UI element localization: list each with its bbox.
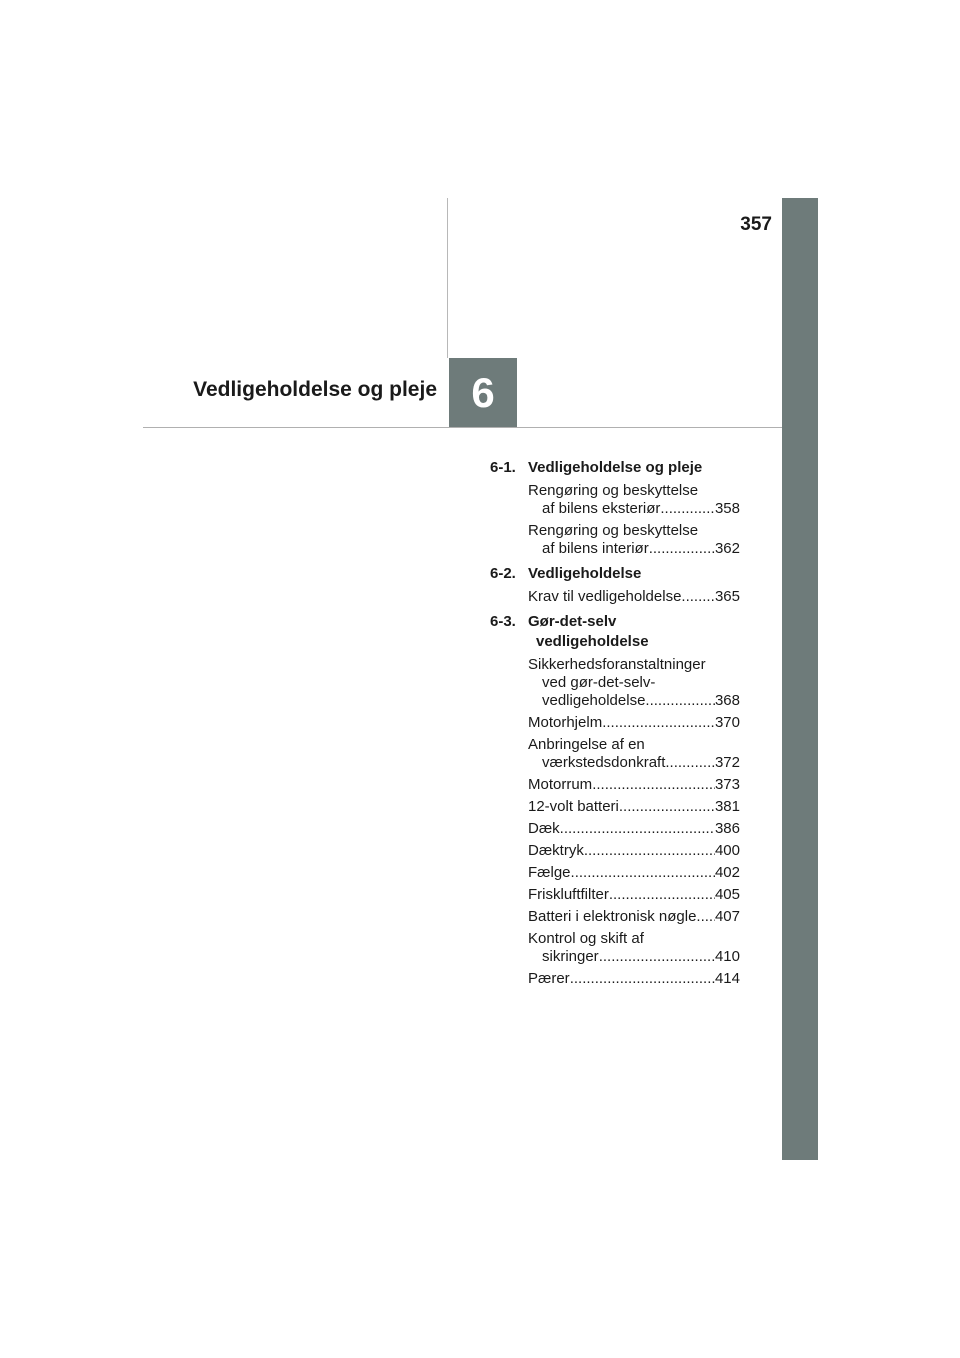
toc-entry-title: Friskluftfilter xyxy=(528,886,609,903)
toc-entry-page: 368 xyxy=(714,692,740,709)
dot-leader xyxy=(696,908,715,926)
toc-entry-title: Sikkerhedsforanstaltninger xyxy=(528,656,706,673)
toc-entry-page: 370 xyxy=(714,714,740,731)
toc-section-title: vedligeholdelse xyxy=(536,633,649,650)
toc-entry-title: Motorhjelm xyxy=(528,714,603,731)
toc-entry-title: Rengøring og beskyttelse xyxy=(528,522,699,539)
chapter-number-box: 6 xyxy=(449,358,517,427)
dot-leader xyxy=(649,540,715,558)
toc-entry-page: 400 xyxy=(714,842,740,859)
toc-section-title: Gør-det-selv xyxy=(528,613,617,630)
toc-entry-page: 414 xyxy=(714,970,740,987)
toc-entry-title: Krav til vedligeholdelse xyxy=(528,588,682,605)
toc-entry-page: 410 xyxy=(714,948,740,965)
toc-entry-title: Kontrol og skift af xyxy=(528,930,644,947)
toc-entry[interactable] xyxy=(528,908,740,926)
toc-entry-page: 372 xyxy=(714,754,740,771)
toc-entry-title: sikringer xyxy=(542,948,599,965)
dot-leader xyxy=(571,864,715,882)
toc-section-number: 6-1. xyxy=(490,459,516,476)
toc-entry-page: 362 xyxy=(714,540,740,557)
toc-entry[interactable] xyxy=(528,842,740,860)
toc-section-heading[interactable] xyxy=(490,612,740,652)
horizontal-divider xyxy=(143,427,782,428)
toc-entry[interactable] xyxy=(528,714,740,732)
toc-entry-title: Dæk xyxy=(528,820,560,837)
toc-entry-title: Fælge xyxy=(528,864,571,881)
table-of-contents xyxy=(490,458,740,988)
toc-entry-page: 373 xyxy=(714,776,740,793)
toc-entry-page: 402 xyxy=(714,864,740,881)
dot-leader xyxy=(619,798,715,816)
toc-entry-title: af bilens eksteriør xyxy=(542,500,661,517)
toc-entry-title: Batteri i elektronisk nøgle xyxy=(528,908,697,925)
dot-leader xyxy=(609,886,715,904)
dot-leader xyxy=(645,692,715,710)
dot-leader xyxy=(584,842,715,860)
dot-leader xyxy=(681,588,715,606)
toc-entry[interactable] xyxy=(528,522,740,558)
chapter-sidebar-tab xyxy=(782,198,818,1160)
toc-entry[interactable] xyxy=(528,736,740,772)
toc-entry-title: 12-volt batteri xyxy=(528,798,619,815)
vertical-divider xyxy=(447,198,448,358)
toc-entry[interactable] xyxy=(528,588,740,606)
toc-entry-title: Dæktryk xyxy=(528,842,584,859)
toc-entry-page: 358 xyxy=(714,500,740,517)
toc-entry[interactable] xyxy=(528,930,740,966)
toc-entry-page: 405 xyxy=(714,886,740,903)
toc-entry-title: Pærer xyxy=(528,970,570,987)
dot-leader xyxy=(665,754,715,772)
toc-entry[interactable] xyxy=(528,798,740,816)
toc-section-heading[interactable] xyxy=(490,564,740,584)
dot-leader xyxy=(592,776,715,794)
toc-entry-title: Motorrum xyxy=(528,776,593,793)
dot-leader xyxy=(602,714,715,732)
toc-entry-page: 407 xyxy=(714,908,740,925)
toc-entry-title: Rengøring og beskyttelse xyxy=(528,482,699,499)
dot-leader xyxy=(660,500,715,518)
toc-entry[interactable] xyxy=(528,864,740,882)
dot-leader xyxy=(560,820,715,838)
toc-entry[interactable] xyxy=(528,776,740,794)
toc-section-title: Vedligeholdelse og pleje xyxy=(528,459,703,476)
toc-entry-page: 365 xyxy=(714,588,740,605)
toc-entry[interactable] xyxy=(528,970,740,988)
toc-entry[interactable] xyxy=(528,656,740,710)
toc-entry[interactable] xyxy=(528,886,740,904)
page-number: 357 xyxy=(740,214,772,235)
toc-entry-title: Anbringelse af en xyxy=(528,736,645,753)
toc-entry[interactable] xyxy=(528,820,740,838)
toc-section-heading[interactable] xyxy=(490,458,740,478)
toc-entry-page: 386 xyxy=(714,820,740,837)
toc-entry-title: værkstedsdonkraft xyxy=(542,754,666,771)
dot-leader xyxy=(570,970,715,988)
toc-entry-title: af bilens interiør xyxy=(542,540,649,557)
toc-section-number: 6-3. xyxy=(490,613,516,630)
toc-entry-title: ved gør-det-selv- xyxy=(542,674,656,691)
toc-entry-page: 381 xyxy=(714,798,740,815)
toc-entry[interactable] xyxy=(528,482,740,518)
toc-entry-title: vedligeholdelse xyxy=(542,692,646,709)
dot-leader xyxy=(599,948,715,966)
toc-section-title: Vedligeholdelse xyxy=(528,565,642,582)
chapter-title: Vedligeholdelse og pleje xyxy=(193,378,437,401)
toc-section-number: 6-2. xyxy=(490,565,516,582)
